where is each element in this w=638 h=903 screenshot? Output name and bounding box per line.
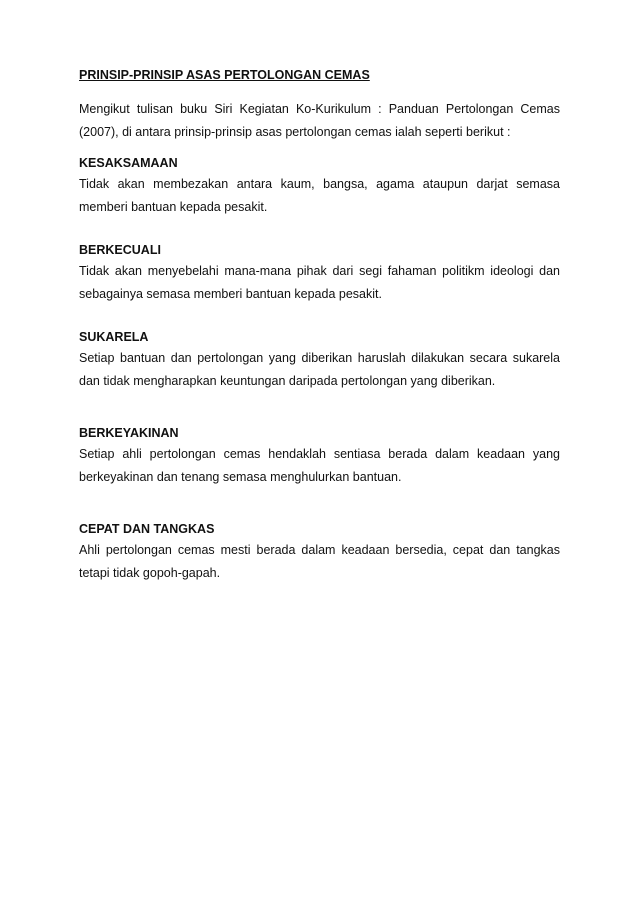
section-heading: SUKARELA (79, 330, 149, 344)
section-body: Setiap ahli pertolongan cemas hendaklah sentiasa berada dalam keadaan yang berkeyakinan dan tenang semasa menghulurkan bantuan. (79, 447, 560, 484)
section-sukarela (79, 327, 560, 393)
section-heading: CEPAT DAN TANGKAS (79, 522, 215, 536)
section-heading: BERKEYAKINAN (79, 426, 179, 440)
section-body: Setiap bantuan dan pertolongan yang diberikan haruslah dilakukan secara sukarela dan tidak mengharapkan keuntungan daripada pertolongan yang diberikan. (79, 351, 560, 388)
intro-paragraph: Mengikut tulisan buku Siri Kegiatan Ko-Kurikulum : Panduan Pertolongan Cemas (2007), di antara prinsip-prinsip asas pertolongan cemas ialah seperti berikut : (79, 102, 560, 139)
section-berkecuali (79, 240, 560, 306)
section-heading: KESAKSAMAAN (79, 156, 178, 170)
section-cepat-dan-tangkas (79, 519, 560, 585)
section-body: Tidak akan menyebelahi mana-mana pihak dari segi fahaman politikm ideologi dan sebagainya semasa memberi bantuan kepada pesakit. (79, 264, 560, 301)
section-berkeyakinan (79, 423, 560, 489)
section-body: Ahli pertolongan cemas mesti berada dalam keadaan bersedia, cepat dan tangkas tetapi tidak gopoh-gapah. (79, 543, 560, 580)
section-kesaksamaan (79, 153, 560, 219)
section-body: Tidak akan membezakan antara kaum, bangsa, agama ataupun darjat semasa memberi bantuan kepada pesakit. (79, 177, 560, 214)
document-title: PRINSIP-PRINSIP ASAS PERTOLONGAN CEMAS (79, 68, 370, 82)
document-page (79, 66, 560, 585)
section-heading: BERKECUALI (79, 243, 161, 257)
